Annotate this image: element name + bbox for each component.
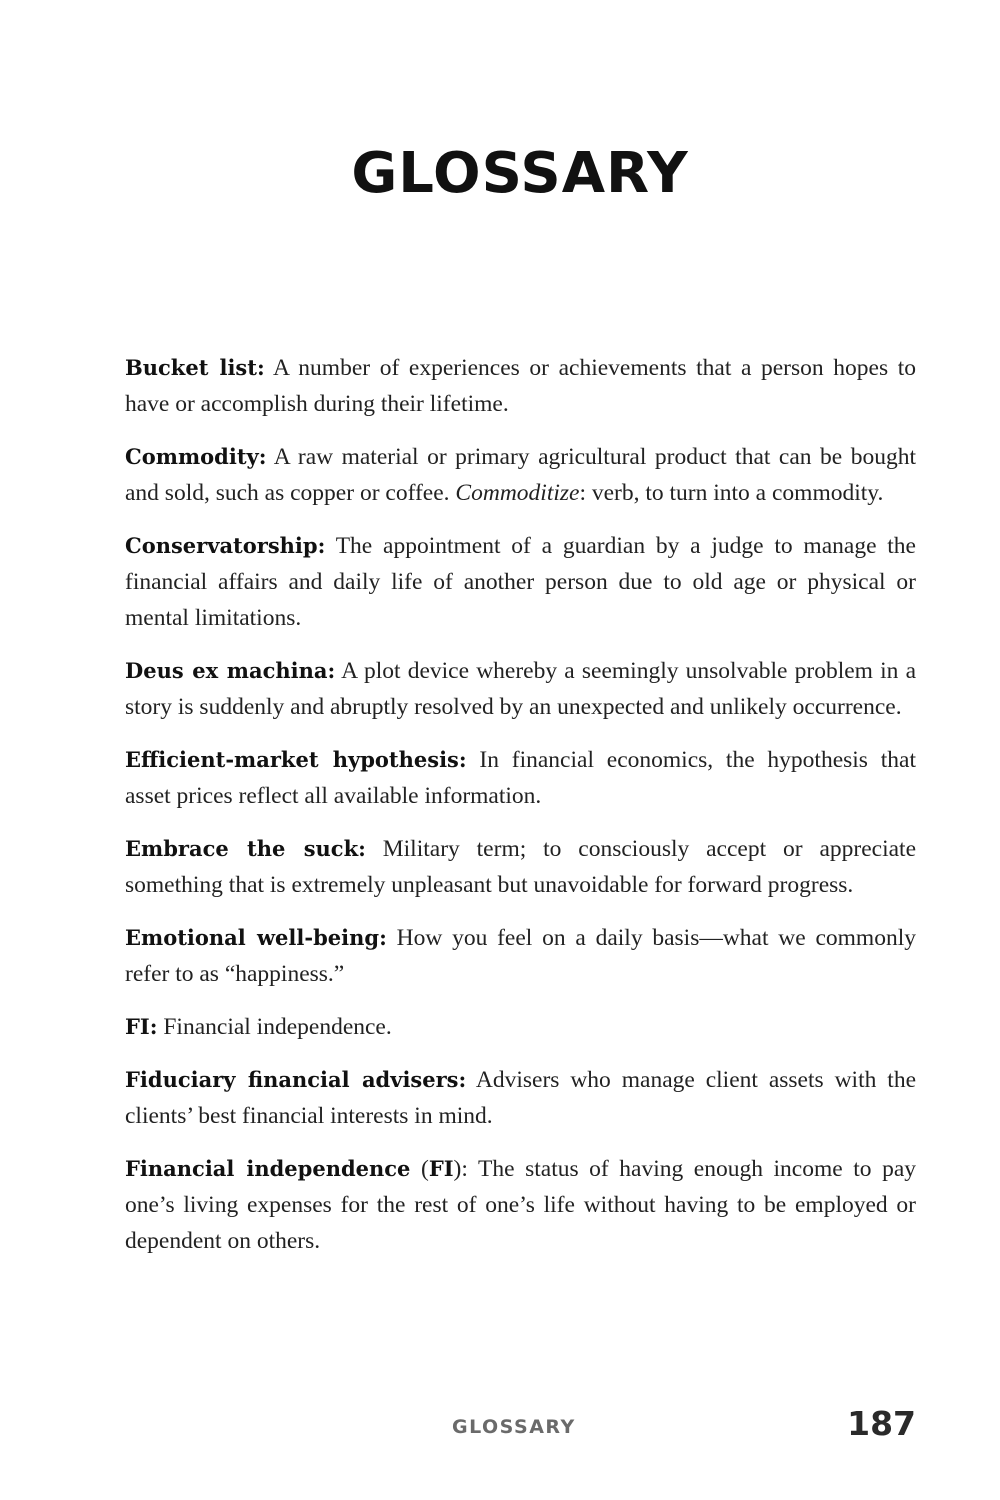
glossary-term: Deus ex machina: xyxy=(125,658,336,683)
glossary-definition: A raw material or primary agricultural product that can be bought and sold, such as copper or coffee. xyxy=(125,444,916,506)
glossary-entry xyxy=(125,439,916,511)
glossary-entry xyxy=(125,1009,916,1045)
glossary-term: Fiduciary financial advisers: xyxy=(125,1067,467,1092)
glossary-term: Commodity: xyxy=(125,444,267,469)
glossary-entry xyxy=(125,350,916,422)
glossary-definition: A plot device whereby a seemingly unsolvable problem in a story is suddenly and abruptly resolved by an unexpected and unlikely occurrence. xyxy=(125,658,916,720)
glossary-definition: Advisers who manage client assets with the clients’ best financial interests in mind. xyxy=(125,1067,916,1129)
glossary-term: Emotional well-being: xyxy=(125,925,387,950)
glossary-term: Conservatorship: xyxy=(125,533,326,558)
glossary-entry xyxy=(125,1062,916,1134)
glossary-entry xyxy=(125,528,916,636)
glossary-italic-word: Commoditize xyxy=(455,480,580,506)
page-number: 187 xyxy=(847,1404,916,1443)
glossary-entries xyxy=(125,350,916,1276)
glossary-definition: A number of experiences or achievements that a person hopes to have or accomplish during their lifetime. xyxy=(125,355,916,417)
glossary-term: Embrace the suck: xyxy=(125,836,366,861)
glossary-entry xyxy=(125,831,916,903)
glossary-entry xyxy=(125,653,916,725)
glossary-definition: How you feel on a daily basis—what we commonly refer to as “happiness.” xyxy=(125,925,916,987)
glossary-term: Efficient-market hypothesis: xyxy=(125,747,467,772)
glossary-definition: Financial independence. xyxy=(157,1014,392,1040)
page-footer xyxy=(0,1404,1000,1450)
glossary-definition: Military term; to consciously accept or appreciate something that is extremely unpleasant but unavoidable for forward progress. xyxy=(125,836,916,898)
running-footer-title: GLOSSARY xyxy=(452,1416,576,1438)
glossary-term: Bucket list: xyxy=(125,355,265,380)
glossary-definition: The appointment of a guardian by a judge to manage the financial affairs and daily life of another person due to old age or physical or mental limitations. xyxy=(125,533,916,631)
glossary-term: FI: xyxy=(125,1014,158,1039)
page-title: GLOSSARY xyxy=(351,141,689,206)
glossary-term: Financial independence xyxy=(125,1156,411,1181)
glossary-definition-continued: : verb, to turn into a commodity. xyxy=(579,480,884,506)
glossary-definition: The status of having enough income to pay one’s living expenses for the rest of one’s life without having to be employed or dependent on others. xyxy=(125,1156,917,1254)
glossary-abbreviation: FI xyxy=(428,1156,454,1181)
glossary-entry xyxy=(125,1151,916,1259)
glossary-paren-open: ( xyxy=(410,1156,429,1182)
glossary-entry xyxy=(125,742,916,814)
glossary-paren-close: ): xyxy=(453,1156,468,1182)
glossary-definition: In financial economics, the hypothesis that asset prices reflect all available information. xyxy=(125,747,916,809)
glossary-entry xyxy=(125,920,916,992)
